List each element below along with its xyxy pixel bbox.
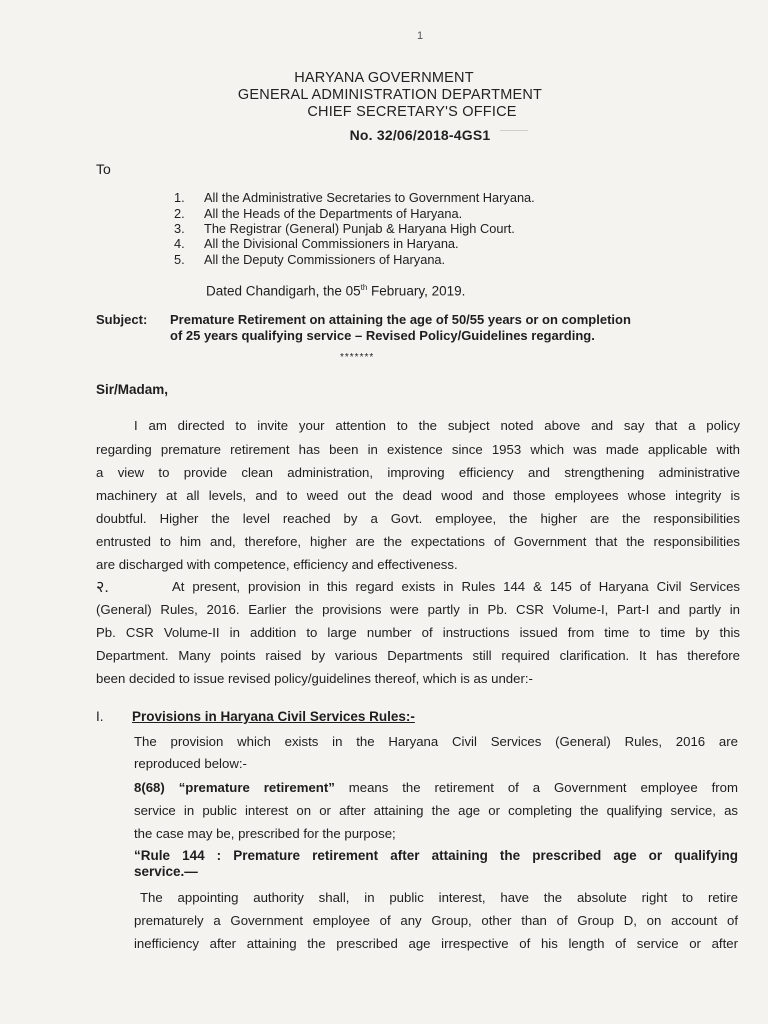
section-number: I. <box>96 709 104 724</box>
para1-line: I am directed to invite your attention to the subject noted above and say that a policy <box>134 418 740 433</box>
header-government: HARYANA GOVERNMENT <box>294 70 474 86</box>
section-intro-line: reproduced below:- <box>134 756 247 771</box>
recipient-item: 1. All the Administrative Secretaries to Government Haryana. <box>174 190 535 205</box>
para2-number: २. <box>96 579 109 596</box>
para1-line: doubtful. Higher the level reached by a Govt. employee, the higher are the responsibilities <box>96 511 740 526</box>
rule-text-line: prematurely a Government employee of any Group, other than of Group D, on account of <box>134 913 738 928</box>
para2-line: been decided to issue revised policy/guidelines thereof, which is as under:- <box>96 671 533 686</box>
section-title: Provisions in Haryana Civil Services Rules:- <box>132 709 415 724</box>
para2-line: Pb. CSR Volume-II in addition to large number of instructions issued from time to time by this <box>96 625 740 640</box>
recipient-item: 4. All the Divisional Commissioners in Haryana. <box>174 236 459 251</box>
to-label: To <box>96 161 111 177</box>
para1-line: entrusted to him and, therefore, higher are the expectations of Government that the responsibilities <box>96 534 740 549</box>
definition-term: 8(68) “premature retirement” <box>134 780 335 795</box>
recipient-item: 2. All the Heads of the Departments of Haryana. <box>174 206 463 221</box>
salutation: Sir/Madam, <box>96 382 169 397</box>
subject-label: Subject: <box>96 312 148 327</box>
para1-line: machinery at all levels, and to weed out the dead wood and those employees whose integrity is <box>96 488 740 503</box>
definition-line: the case may be, prescribed for the purpose; <box>134 826 396 841</box>
header-department: GENERAL ADMINISTRATION DEPARTMENT <box>237 87 543 103</box>
para1-line: a view to provide clean administration, improving efficiency and strengthening administrative <box>96 465 740 480</box>
memo-number: No. 32/06/2018-4GS1 <box>349 127 491 143</box>
para1-line: are discharged with competence, efficiency and effectiveness. <box>96 557 458 572</box>
dated-line: Dated Chandigarh, the 05th February, 2019. <box>206 283 466 299</box>
para2-line: (General) Rules, 2016. Earlier the provisions were partly in Pb. CSR Volume-I, Part-I and partly in <box>96 602 740 617</box>
page-number: 1 <box>417 30 424 42</box>
rule-heading: “Rule 144 : Premature retirement after attaining the prescribed age or qualifying <box>134 848 738 863</box>
rule-text-line: inefficiency after attaining the prescribed age irrespective of his length of service or after <box>134 936 738 951</box>
recipient-item: 5. All the Deputy Commissioners of Haryana. <box>174 252 446 267</box>
definition-line: 8(68) “premature retirement” means the retirement of a Government employee from <box>134 780 738 795</box>
rule-heading: service.— <box>134 864 198 879</box>
para2-line: Department. Many points raised by various Departments still required clarification. It has therefore <box>96 648 740 663</box>
para2-line: At present, provision in this regard exists in Rules 144 & 145 of Haryana Civil Services <box>172 579 740 594</box>
para1-line: regarding premature retirement has been in existence since 1953 which was made applicable with <box>96 442 740 457</box>
rule-text-line: The appointing authority shall, in public interest, have the absolute right to retire <box>140 890 738 905</box>
definition-line: service in public interest on or after attaining the age or completing the qualifying service, as <box>134 803 738 818</box>
subject-line: of 25 years qualifying service – Revised Policy/Guidelines regarding. <box>170 328 595 343</box>
recipient-item: 3. The Registrar (General) Punjab & Haryana High Court. <box>174 221 515 236</box>
pen-mark <box>500 130 528 139</box>
header-office: CHIEF SECRETARY'S OFFICE <box>307 104 517 120</box>
section-intro-line: The provision which exists in the Haryana Civil Services (General) Rules, 2016 are <box>134 734 738 749</box>
separator: ******* <box>340 352 375 363</box>
subject-line: Premature Retirement on attaining the age of 50/55 years or on completion <box>170 312 631 327</box>
